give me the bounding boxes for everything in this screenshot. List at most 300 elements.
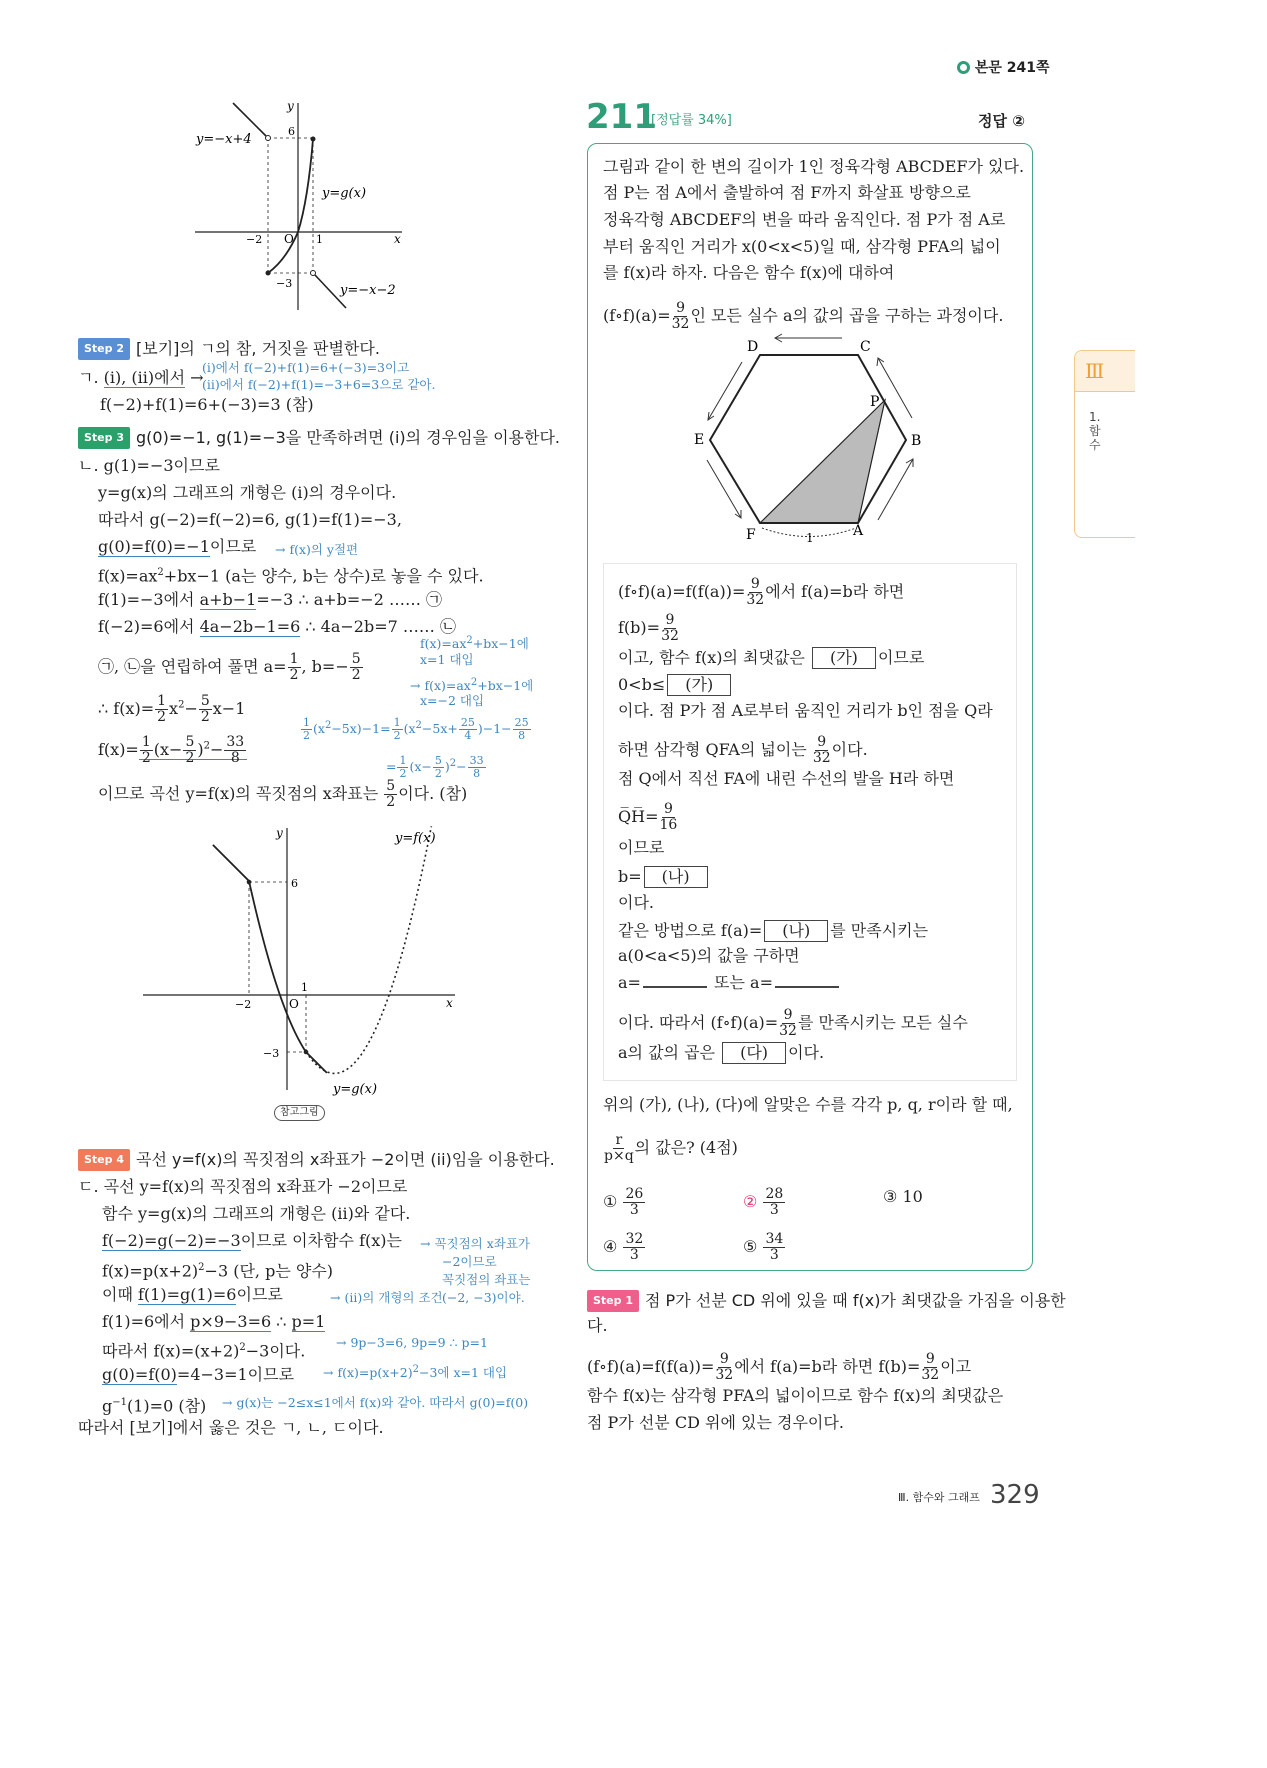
text-run: 이므로: [209, 537, 257, 556]
label-F: F: [746, 527, 756, 543]
text-run: f(x)=p(x+2): [102, 1261, 199, 1281]
numerator: 5: [185, 734, 195, 750]
left-line-23: [102, 1365, 294, 1385]
tick-1: 1: [316, 233, 323, 246]
numerator: 32: [625, 1231, 644, 1247]
annotation-line-14: [336, 1335, 488, 1350]
proof-line-4: [618, 701, 993, 721]
text-run: (x: [403, 721, 416, 736]
solution-line-2: [587, 1352, 971, 1383]
text-run: −5x+: [421, 721, 458, 736]
denominator: 32: [779, 1023, 797, 1039]
left-line-8: [98, 563, 484, 586]
step-badge: Step 3: [78, 427, 130, 449]
numerator: 1: [399, 754, 407, 767]
text-run: ∴ 4a−2b=7 …… ㉡: [300, 617, 456, 636]
text-run: 같은 방법으로 f(a)=: [618, 921, 763, 940]
denominator: 2: [393, 729, 401, 742]
numerator: 25: [514, 716, 529, 729]
superscript: 2: [466, 635, 473, 646]
proof-line-2: [618, 647, 924, 669]
text-run: 따라서 f(x)=(x+2): [102, 1341, 240, 1361]
text-run: x=1 대입: [420, 652, 474, 667]
text-run: x=−2 대입: [420, 693, 485, 708]
superscript: 2: [203, 740, 210, 752]
chapter-section: 1. 함수: [1089, 410, 1101, 452]
tick-neg3: −3: [276, 277, 293, 290]
numerator: 9: [663, 801, 673, 817]
question-line-5: [603, 301, 1003, 332]
text-run: g: [102, 1396, 113, 1416]
text-run: −: [456, 759, 467, 774]
denominator: p×q: [604, 1148, 634, 1164]
left-line-22: [102, 1338, 305, 1361]
annotation-line-12: [442, 1290, 525, 1305]
label-A: A: [853, 523, 864, 539]
text-run: (f∘f)(a)=: [603, 306, 671, 325]
left-line-20: [102, 1285, 283, 1305]
choice-4[interactable]: [603, 1232, 646, 1263]
text-run: 이다.: [831, 740, 868, 759]
text-run: → f(x)=ax: [410, 678, 471, 694]
label-D: D: [747, 339, 759, 355]
fraction: [183, 735, 196, 766]
superscript: 2: [412, 1364, 419, 1375]
fraction: [350, 652, 363, 683]
chapter-tab[interactable]: [1074, 350, 1135, 538]
text-run: (i)에서 f(−2)+f(1)=6+(−3)=3이고: [202, 360, 410, 375]
left-line-4: [78, 456, 220, 476]
text-run: ∴: [271, 1312, 292, 1331]
step-badge: Step 4: [78, 1149, 130, 1171]
annotation-line-4: [420, 652, 474, 667]
superscript: 2: [239, 1342, 246, 1353]
text-run: 이므로: [877, 648, 925, 667]
text-run: ㄷ. 곡선 y=f(x)의 꼭짓점의 x좌표가 −2이므로: [78, 1177, 408, 1196]
answer-label: 정답 ②: [978, 112, 1025, 130]
origin-label: O: [289, 997, 299, 1011]
denominator: 2: [157, 709, 167, 725]
text-run: (−2, −3)이야.: [442, 1290, 525, 1305]
superscript: 2: [157, 567, 164, 578]
text-run: ㄴ. g(1)=−3이므로: [78, 456, 220, 475]
graph-reference: [135, 820, 470, 1130]
text-run: 또는 a=: [708, 973, 773, 992]
tick-neg2: −2: [246, 233, 263, 246]
denominator: 2: [200, 709, 210, 725]
fraction: [224, 735, 246, 766]
text-run: +bx−1 (a는 양수, b는 상수)로 놓을 수 있다.: [163, 566, 484, 586]
solution-line-4: [587, 1413, 844, 1433]
left-line-11: [98, 652, 364, 683]
solution-line-1: [587, 1316, 608, 1336]
text-run: −3이다.: [245, 1341, 306, 1361]
solution-line-0: [587, 1290, 1066, 1312]
text-run: 다.: [587, 1316, 608, 1335]
text-run: → (ii)의 개형의 조건: [330, 1290, 443, 1305]
text-run: 이고: [940, 1357, 972, 1376]
numerator: 25: [460, 716, 475, 729]
text-run: 이때: [102, 1285, 138, 1304]
text-run: 위의 (가), (나), (다)에 알맞은 수를 각각 p, q, r이라 할 때,: [603, 1095, 1013, 1114]
choice-3[interactable]: [883, 1187, 923, 1207]
page-reference: [957, 58, 1050, 78]
text-run: f(1)=6에서: [102, 1312, 191, 1331]
choice-number: ④: [603, 1237, 623, 1256]
text-run: 0<b≤: [618, 675, 666, 694]
denominator: 8: [518, 729, 526, 742]
text-run: 이다. 따라서 (f∘f)(a)=: [618, 1013, 779, 1032]
underlined-text: g(0)=f(0)=−1: [98, 537, 210, 556]
underlined-text: a+b−1: [199, 590, 257, 609]
annotation-line-1: [202, 377, 436, 392]
text-run: f(x)=ax: [98, 566, 158, 586]
denominator: 2: [303, 729, 310, 742]
axis-x-label: x: [394, 232, 401, 246]
left-line-12: [98, 694, 245, 725]
tick-neg3: −3: [263, 1047, 280, 1060]
step-badge: Step 1: [587, 1290, 639, 1312]
underlined-text: p=1: [291, 1312, 326, 1331]
text-run: 함수 f(x)는 삼각형 PFA의 넓이이므로 함수 f(x)의 최댓값은: [587, 1386, 1004, 1405]
label-line-bottom: y=−x−2: [340, 283, 396, 298]
text-run: 를 f(x)라 하자. 다음은 함수 f(x)에 대하여: [603, 263, 895, 282]
proof-line-13: [618, 973, 841, 993]
annotation-line-13: [330, 1290, 443, 1305]
curve-f: [306, 826, 431, 1073]
superscript: 2: [198, 1262, 205, 1273]
fraction: [763, 1232, 785, 1263]
text-run: 이다.: [618, 893, 654, 912]
underlined-text: (i), (ii)에서: [103, 368, 186, 387]
text-run: f(−2)=6에서: [98, 617, 200, 636]
text-run: → f(x)의 y절편: [275, 542, 359, 557]
underlined-text: f(−2)=g(−2)=−3: [102, 1231, 241, 1250]
annotation-line-8: [386, 755, 487, 780]
left-line-18: [102, 1231, 402, 1251]
text-run: 에서 f(a)=b라 하면: [765, 582, 905, 601]
text-run: 이다. 점 P가 점 A로부터 움직인 거리가 b인 점을 Q라: [618, 701, 993, 720]
denominator: 2: [434, 767, 442, 780]
left-line-1: [78, 368, 204, 388]
text-run: −5x)−1=: [331, 721, 391, 736]
denominator: 8: [473, 767, 481, 780]
origin-label: O: [284, 232, 294, 246]
text-run: ∴ f(x)=: [98, 699, 155, 718]
text-run: [보기]의 ㄱ의 참, 거짓을 판별한다.: [136, 339, 380, 358]
underlined-expr: [139, 734, 247, 766]
left-line-14: [98, 779, 467, 810]
numerator: 33: [469, 754, 484, 767]
left-line-16: [78, 1177, 407, 1197]
denominator: 8: [230, 750, 240, 766]
chapter-roman: Ⅲ: [1075, 351, 1135, 392]
text-run: 그림과 같이 한 변의 길이가 1인 정육각형 ABCDEF가 있다.: [603, 157, 1025, 176]
superscript: −1: [112, 1397, 127, 1408]
left-line-13: [98, 735, 247, 766]
text-run: ㉠, ㉡을 연립하여 풀면 a=: [98, 657, 287, 676]
left-line-25: [78, 1418, 384, 1438]
text-run: → 9p−3=6, 9p=9 ∴ p=1: [336, 1335, 488, 1350]
text-run: =: [386, 759, 397, 774]
axis-x-label: x: [446, 996, 453, 1010]
fraction: [433, 755, 444, 780]
denominator: 16: [659, 817, 678, 833]
proof-line-15: [618, 1042, 824, 1064]
left-line-5: [98, 483, 396, 503]
text-run: 의 값은? (4점): [634, 1138, 738, 1157]
text-run: ㄱ.: [78, 368, 104, 387]
ask-line-1: [603, 1133, 738, 1164]
question-line-1: [603, 183, 971, 203]
numerator: 9: [925, 1351, 935, 1367]
text-run: f(b)=: [618, 618, 661, 637]
fraction: [779, 1008, 797, 1039]
text-run: 를 만족시키는 모든 실수: [797, 1013, 968, 1032]
left-line-10: [98, 617, 456, 637]
numerator: r: [615, 1132, 623, 1148]
tick-6: 6: [288, 125, 295, 138]
blank-box: (다): [722, 1042, 786, 1064]
fraction: [155, 694, 168, 725]
proof-line-7: [618, 802, 678, 833]
fraction: [397, 755, 408, 780]
question-line-4: [603, 263, 894, 283]
text-run: −2이므로: [442, 1254, 497, 1269]
text-run: −3에 x=1 대입: [418, 1365, 508, 1381]
numerator: 5: [434, 754, 442, 767]
text-run: → 꼭짓점의 x좌표가: [420, 1236, 530, 1251]
denominator: 2: [386, 794, 396, 810]
text-run: 점 Q에서 직선 FA에 내린 수선의 발을 H라 하면: [618, 769, 955, 788]
superscript: 2: [415, 719, 422, 731]
text-run: 따라서 [보기]에서 옳은 것은 ㄱ, ㄴ, ㄷ이다.: [78, 1418, 384, 1437]
annotation-line-15: [323, 1362, 507, 1380]
annotation-line-9: [420, 1236, 530, 1251]
text-run: +bx−1에: [472, 636, 529, 652]
problem-number: 211: [586, 97, 657, 137]
text-run: a=: [618, 973, 641, 992]
hexagon-diagram: [680, 325, 940, 550]
text-run: 점 P가 선분 CD 위에 있을 때 f(x)가 최댓값을 가짐을 이용한: [645, 1291, 1066, 1310]
question-line-3: [603, 237, 1001, 257]
numerator: 9: [783, 1007, 793, 1023]
left-line-24: [102, 1393, 206, 1416]
text-run: y=g(x)의 그래프의 개형은 (i)의 경우이다.: [98, 483, 397, 502]
text-run: 이다. (참): [398, 784, 468, 803]
denominator: 32: [715, 1367, 734, 1383]
text-run: 따라서 g(−2)=f(−2)=6, g(1)=f(1)=−3,: [98, 510, 402, 529]
fraction: [301, 717, 312, 742]
question-line-2: [603, 210, 1005, 230]
denominator: 3: [629, 1202, 639, 1218]
choice-number: ①: [603, 1192, 623, 1211]
denominator: 2: [141, 750, 151, 766]
proof-line-6: [618, 769, 954, 789]
proof-line-9: [618, 866, 710, 888]
proof-line-14: [618, 1008, 968, 1039]
proof-line-10: [618, 893, 654, 913]
text-run: f(x)=: [98, 740, 139, 759]
fraction: [661, 613, 679, 644]
fraction: [604, 1133, 634, 1164]
text-run: f(−2)+f(1)=6+(−3)=3 (참): [100, 395, 314, 414]
text-run: (x−: [153, 740, 183, 759]
fraction: [384, 779, 397, 810]
denominator: 4: [464, 729, 472, 742]
text-run: 곡선 y=f(x)의 꼭짓점의 x좌표가 −2이면 (ii)임을 이용한다.: [136, 1150, 555, 1169]
numerator: 5: [200, 693, 210, 709]
text-run: (f∘f)(a)=f(f(a))=: [587, 1357, 715, 1376]
denominator: 2: [399, 767, 407, 780]
text-run: ): [444, 759, 450, 774]
text-run: −: [209, 740, 224, 759]
step-badge: Step 2: [78, 338, 130, 360]
text-run: Q̅H̅=: [618, 807, 659, 826]
text-run: → g(x)는 −2≤x≤1에서 f(x)와 같아. 따라서 g(0)=f(0): [222, 1395, 529, 1410]
numerator: 1: [303, 716, 310, 729]
superscript: 2: [324, 719, 332, 731]
text-run: −3 (단, p는 양수): [204, 1261, 334, 1281]
numerator: 28: [765, 1186, 784, 1202]
text-run: 를 만족시키는: [830, 921, 929, 940]
annotation-line-7: [300, 717, 532, 742]
text-run: −: [184, 699, 198, 718]
proof-line-1: [618, 613, 680, 644]
blank-box: (나): [644, 866, 708, 888]
label-E: E: [694, 432, 705, 448]
text-run: 점 P는 점 A에서 출발하여 점 F까지 화살표 방향으로: [603, 183, 971, 202]
fraction: [921, 1352, 939, 1383]
text-run: g(0)=−1, g(1)=−3을 만족하려면 (i)의 경우임을 이용한다.: [136, 428, 560, 447]
numerator: 26: [625, 1186, 644, 1202]
curve-g: [213, 845, 327, 1073]
superscript: 2: [470, 677, 478, 688]
text-run: 이므로: [236, 1285, 283, 1304]
blank-box: (가): [667, 674, 731, 696]
text-run: +bx−1에: [477, 678, 534, 694]
text-run: 점 P가 선분 CD 위에 있는 경우이다.: [587, 1413, 844, 1432]
fraction: [623, 1187, 645, 1218]
correct-rate: [정답률 34%]: [651, 113, 732, 128]
numerator: 1: [157, 693, 167, 709]
text-run: 이므로 곡선 y=f(x)의 꼭짓점의 x좌표는: [98, 784, 384, 803]
tick-6: 6: [291, 877, 298, 890]
ask-line-0: [603, 1095, 1013, 1115]
fraction: [140, 735, 153, 766]
text-run: b=: [618, 867, 642, 886]
fraction: [746, 577, 764, 608]
fraction: [468, 755, 486, 780]
text-run: (x: [313, 721, 325, 736]
superscript: 2: [449, 757, 457, 769]
reference-caption: 참고그림: [274, 1105, 325, 1121]
label-P: P: [870, 394, 880, 410]
text-run: ): [197, 740, 204, 759]
label-g: y=g(x): [333, 1082, 378, 1097]
label-line-top: y=−x+4: [196, 132, 252, 147]
underlined-text: 4a−2b−1=6: [199, 617, 301, 636]
left-line-7: [98, 537, 256, 557]
circle-bullet-icon: [957, 61, 970, 74]
left-line-3: [78, 427, 560, 449]
proof-line-3: [618, 674, 733, 696]
numerator: 9: [719, 1351, 729, 1367]
axis-y-label: y: [276, 826, 283, 840]
left-line-9: [98, 590, 442, 610]
fraction: [459, 717, 477, 742]
choice-2[interactable]: [743, 1187, 786, 1218]
checked-choice-mark-icon: ②: [743, 1192, 763, 1211]
text-run: →: [185, 368, 204, 387]
fraction: [763, 1187, 785, 1218]
text-run: 부터 움직인 거리가 x(0<x<5)일 때, 삼각형 PFA의 넓이: [603, 237, 1001, 256]
numerator: 1: [141, 734, 151, 750]
text-run: 함수 y=g(x)의 그래프의 개형은 (ii)와 같다.: [102, 1204, 411, 1223]
text-run: 이므로 이차함수 f(x)는: [240, 1231, 402, 1250]
blank-box: [643, 986, 707, 988]
underlined-text: p×9−3=6: [190, 1312, 272, 1331]
choice-number: ⑤: [743, 1237, 763, 1256]
choice-number: ③: [883, 1187, 903, 1206]
text-run: (ii)에서 f(−2)+f(1)=−3+6=3으로 같아.: [202, 377, 436, 392]
label-f: y=f(x): [395, 831, 436, 846]
numerator: 9: [750, 576, 760, 592]
fraction: [659, 802, 677, 833]
triangle-pfa: [760, 400, 885, 523]
question-line-0: [603, 157, 1024, 177]
fraction: [288, 652, 301, 683]
fraction: [513, 717, 531, 742]
text-run: (1)=0 (참): [127, 1396, 207, 1416]
choice-5[interactable]: [743, 1232, 786, 1263]
annotation-line-2: [275, 542, 358, 557]
denominator: 32: [921, 1367, 940, 1383]
denominator: 2: [185, 750, 195, 766]
text-run: , b=−: [301, 657, 349, 676]
text-run: f(x)=ax: [420, 636, 467, 652]
graph-g-cases: [180, 95, 480, 315]
text-run: 이고, 함수 f(x)의 최댓값은: [618, 648, 810, 667]
text-run: → f(x)=p(x+2): [323, 1365, 413, 1381]
text-run: (f∘f)(a)=f(f(a))=: [618, 582, 746, 601]
choice-1[interactable]: [603, 1187, 646, 1218]
curve-g: [268, 139, 313, 273]
annotation-line-5: [410, 675, 533, 693]
footer-chapter: Ⅲ. 함수와 그래프: [898, 1491, 980, 1504]
text-run: =4−3=1이므로: [176, 1365, 295, 1384]
label-C: C: [860, 339, 871, 355]
numerator: 5: [386, 778, 396, 794]
denominator: 3: [629, 1247, 639, 1263]
axis-y-label: y: [287, 99, 294, 113]
left-line-6: [98, 510, 402, 530]
numerator: 5: [351, 651, 361, 667]
denominator: 32: [812, 750, 831, 766]
proof-line-11: [618, 920, 928, 942]
denominator: 2: [289, 667, 299, 683]
numerator: 34: [765, 1231, 784, 1247]
denominator: 2: [351, 667, 361, 683]
annotation-line-0: [202, 360, 409, 375]
annotation-line-10: [442, 1254, 497, 1269]
proof-line-0: [618, 577, 904, 608]
solution-line-3: [587, 1386, 1003, 1406]
numerator: 9: [817, 734, 827, 750]
left-line-2: [100, 395, 314, 415]
superscript: 2: [178, 699, 185, 711]
left-line-17: [102, 1204, 410, 1224]
